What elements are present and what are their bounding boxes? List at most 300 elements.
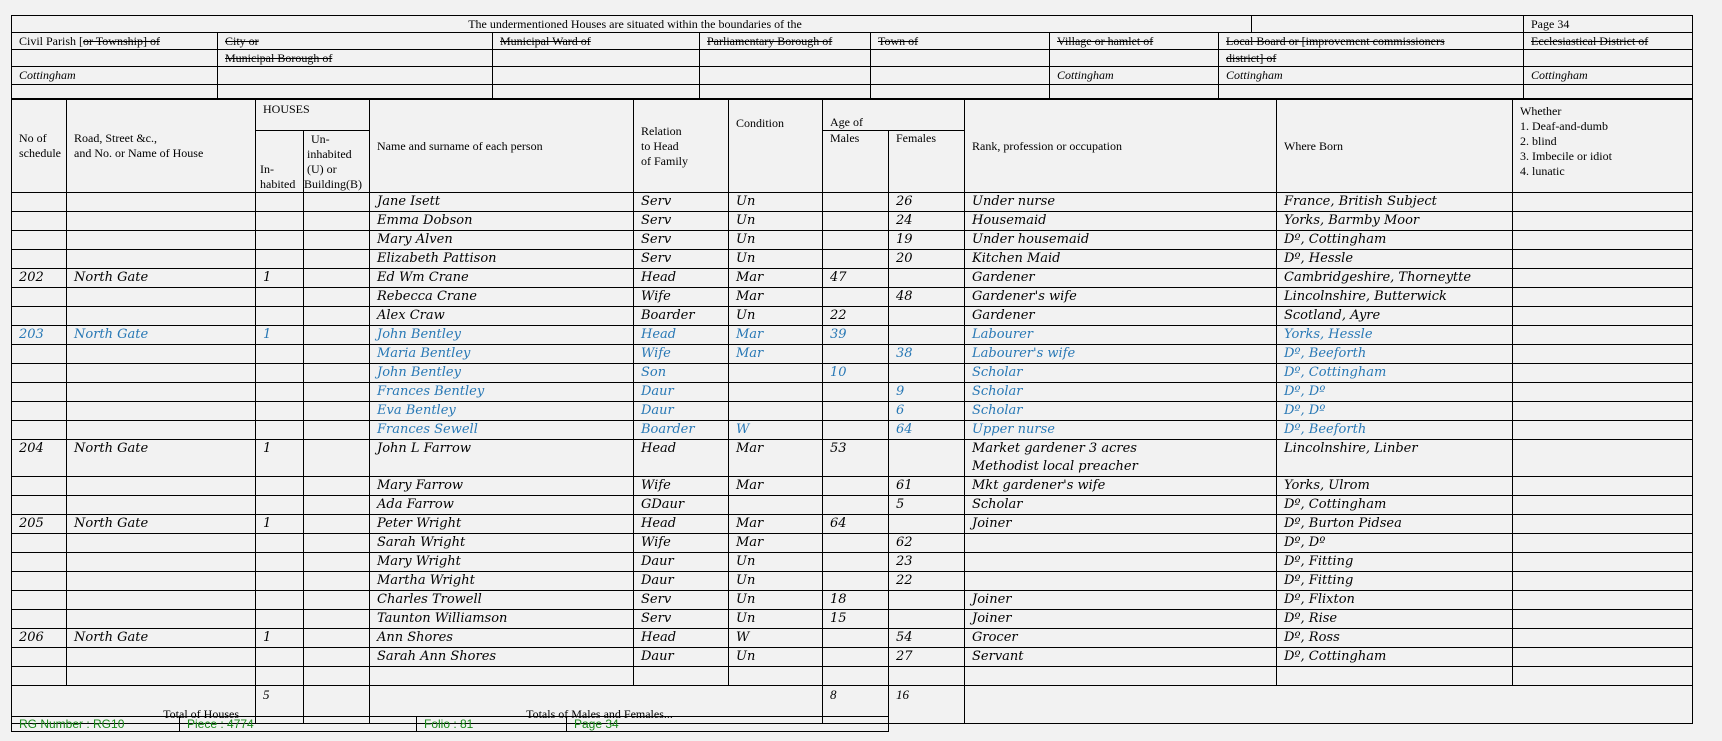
uninhabited-cell: [304, 250, 370, 269]
name-cell: Alex Craw: [370, 307, 634, 326]
where-born-cell: France, British Subject: [1277, 193, 1513, 212]
relation-cell: Serv: [634, 591, 729, 610]
table-row: [12, 269, 1693, 288]
relation-cell: Daur: [634, 383, 729, 402]
relation-cell: Serv: [634, 212, 729, 231]
condition-cell: Un: [729, 231, 823, 250]
whether-cell: [1513, 231, 1693, 250]
where-born-cell: Dº, Fitting: [1277, 553, 1513, 572]
table-row: [12, 231, 1693, 250]
where-born-cell: Lincolnshire, Linber: [1277, 440, 1513, 477]
occupation-cell: Labourer: [965, 326, 1277, 345]
condition-cell: Un: [729, 591, 823, 610]
civil-parish-value: Cottingham: [12, 67, 218, 85]
uninhabited-cell: [304, 193, 370, 212]
relation-cell: Boarder: [634, 421, 729, 440]
condition-cell: [729, 667, 823, 686]
road-cell: [67, 193, 256, 212]
occupation-cell: [965, 553, 1277, 572]
relation-cell: Daur: [634, 648, 729, 667]
uninhabited-cell: [304, 345, 370, 364]
uninhabited-cell: [304, 421, 370, 440]
table-row: [12, 667, 1693, 686]
occupation-cell: Under nurse: [965, 193, 1277, 212]
relation-cell: Wife: [634, 477, 729, 496]
whether-cell: [1513, 193, 1693, 212]
whether-cell: [1513, 496, 1693, 515]
whether-cell: [1513, 515, 1693, 534]
females-cell: [889, 364, 965, 383]
uninhabited-cell: [304, 477, 370, 496]
table-row: [12, 193, 1693, 212]
females-cell: 24: [889, 212, 965, 231]
whether-cell: [1513, 288, 1693, 307]
males-cell: [823, 345, 889, 364]
schedule-cell: [12, 648, 67, 667]
females-cell: 48: [889, 288, 965, 307]
females-cell: 22: [889, 572, 965, 591]
civil-parish-label: Civil Parish [or Township] of: [12, 33, 218, 50]
inhabited-cell: [256, 591, 304, 610]
where-born-cell: Dº, Cottingham: [1277, 648, 1513, 667]
schedule-cell: 203: [12, 326, 67, 345]
females-cell: 38: [889, 345, 965, 364]
uninhabited-cell: [304, 610, 370, 629]
condition-cell: W: [729, 629, 823, 648]
schedule-cell: [12, 477, 67, 496]
occupation-cell: Servant: [965, 648, 1277, 667]
table-row: [12, 345, 1693, 364]
inhabited-cell: [256, 307, 304, 326]
females-cell: [889, 515, 965, 534]
occupation-cell: Housemaid: [965, 212, 1277, 231]
males-cell: [823, 553, 889, 572]
males-cell: [823, 648, 889, 667]
name-cell: Martha Wright: [370, 572, 634, 591]
males-cell: [823, 212, 889, 231]
condition-cell: [729, 402, 823, 421]
inhabited-cell: [256, 477, 304, 496]
where-born-cell: Lincolnshire, Butterwick: [1277, 288, 1513, 307]
road-cell: [67, 383, 256, 402]
males-cell: [823, 496, 889, 515]
city-label-line2: Municipal Borough of: [218, 50, 493, 67]
inhabited-cell: 1: [256, 629, 304, 648]
reference-page: Page 34: [567, 717, 889, 732]
where-born-cell: Dº, Fitting: [1277, 572, 1513, 591]
table-row: [12, 421, 1693, 440]
females-cell: [889, 591, 965, 610]
whether-cell: [1513, 212, 1693, 231]
condition-cell: Un: [729, 553, 823, 572]
road-cell: [67, 648, 256, 667]
inhabited-cell: [256, 345, 304, 364]
females-cell: [889, 667, 965, 686]
name-cell: Ada Farrow: [370, 496, 634, 515]
whether-cell: [1513, 383, 1693, 402]
road-cell: [67, 572, 256, 591]
whether-cell: [1513, 534, 1693, 553]
table-row: [12, 496, 1693, 515]
inhabited-cell: [256, 496, 304, 515]
name-cell: Taunton Williamson: [370, 610, 634, 629]
name-cell: John Bentley: [370, 364, 634, 383]
table-row: [12, 629, 1693, 648]
road-cell: [67, 212, 256, 231]
schedule-cell: [12, 364, 67, 383]
col-where-born: Where Born: [1277, 100, 1513, 193]
relation-cell: Daur: [634, 402, 729, 421]
table-row: [12, 288, 1693, 307]
occupation-cell: Scholar: [965, 383, 1277, 402]
males-cell: [823, 421, 889, 440]
condition-cell: [729, 496, 823, 515]
where-born-cell: Dº, Dº: [1277, 383, 1513, 402]
schedule-cell: [12, 591, 67, 610]
local-board-label-line2: district] of: [1219, 50, 1524, 67]
schedule-cell: [12, 667, 67, 686]
schedule-cell: [12, 383, 67, 402]
schedule-cell: 206: [12, 629, 67, 648]
rg-number: RG Number : RG10: [12, 717, 180, 732]
schedule-cell: 204: [12, 440, 67, 477]
where-born-cell: Yorks, Ulrom: [1277, 477, 1513, 496]
females-cell: 20: [889, 250, 965, 269]
table-row: [12, 440, 1693, 477]
males-cell: [823, 231, 889, 250]
females-cell: [889, 269, 965, 288]
inhabited-cell: [256, 534, 304, 553]
page-label: Page 34: [1524, 16, 1693, 33]
uninhabited-cell: [304, 629, 370, 648]
males-cell: [823, 402, 889, 421]
males-cell: [823, 250, 889, 269]
road-cell: [67, 345, 256, 364]
table-row: [12, 648, 1693, 667]
table-row: [12, 572, 1693, 591]
inhabited-cell: 1: [256, 515, 304, 534]
occupation-cell: [965, 572, 1277, 591]
condition-cell: [729, 383, 823, 402]
uninhabited-cell: [304, 572, 370, 591]
road-cell: [67, 231, 256, 250]
occupation-cell: Joiner: [965, 515, 1277, 534]
condition-cell: W: [729, 421, 823, 440]
uninhabited-cell: [304, 364, 370, 383]
road-cell: [67, 534, 256, 553]
relation-cell: Daur: [634, 572, 729, 591]
uninhabited-cell: [304, 231, 370, 250]
col-uninhabited: Un- inhabited (U) or Building(B): [304, 131, 370, 193]
females-cell: [889, 440, 965, 477]
uninhabited-cell: [304, 288, 370, 307]
condition-cell: Un: [729, 212, 823, 231]
table-row: [12, 212, 1693, 231]
relation-cell: Wife: [634, 288, 729, 307]
uninhabited-cell: [304, 648, 370, 667]
name-cell: [370, 667, 634, 686]
males-cell: 39: [823, 326, 889, 345]
town-label: Town of: [871, 33, 1050, 50]
whether-cell: [1513, 402, 1693, 421]
totals-persons-label: Totals of Males and Females...: [370, 686, 823, 724]
schedule-cell: 202: [12, 269, 67, 288]
males-cell: [823, 667, 889, 686]
condition-cell: Mar: [729, 288, 823, 307]
condition-cell: [729, 364, 823, 383]
condition-cell: Mar: [729, 326, 823, 345]
name-cell: Frances Sewell: [370, 421, 634, 440]
road-cell: [67, 667, 256, 686]
municipal-ward-label: Municipal Ward of: [493, 33, 700, 50]
road-cell: North Gate: [67, 269, 256, 288]
name-cell: Mary Farrow: [370, 477, 634, 496]
relation-cell: Head: [634, 326, 729, 345]
inhabited-cell: [256, 193, 304, 212]
relation-cell: Head: [634, 629, 729, 648]
relation-cell: Serv: [634, 193, 729, 212]
table-row: [12, 250, 1693, 269]
inhabited-cell: [256, 572, 304, 591]
inhabited-cell: [256, 553, 304, 572]
uninhabited-cell: [304, 307, 370, 326]
col-age-of: Age of: [823, 100, 965, 131]
occupation-cell: Joiner: [965, 610, 1277, 629]
road-cell: [67, 307, 256, 326]
table-row: [12, 534, 1693, 553]
whether-cell: [1513, 477, 1693, 496]
occupation-cell: Market gardener 3 acres Methodist local preacher: [965, 440, 1277, 477]
condition-cell: Mar: [729, 269, 823, 288]
name-cell: John L Farrow: [370, 440, 634, 477]
condition-cell: Un: [729, 572, 823, 591]
schedule-cell: [12, 307, 67, 326]
whether-cell: [1513, 667, 1693, 686]
occupation-cell: Gardener: [965, 269, 1277, 288]
where-born-cell: Dº, Cottingham: [1277, 231, 1513, 250]
whether-cell: [1513, 269, 1693, 288]
whether-cell: [1513, 421, 1693, 440]
road-cell: North Gate: [67, 440, 256, 477]
table-row: [12, 515, 1693, 534]
schedule-cell: [12, 496, 67, 515]
females-cell: 27: [889, 648, 965, 667]
whether-cell: [1513, 345, 1693, 364]
relation-cell: [634, 667, 729, 686]
schedule-cell: [12, 345, 67, 364]
name-cell: Ann Shores: [370, 629, 634, 648]
occupation-cell: Mkt gardener's wife: [965, 477, 1277, 496]
name-cell: Peter Wright: [370, 515, 634, 534]
village-label: Village or hamlet of: [1050, 33, 1219, 50]
males-cell: [823, 193, 889, 212]
name-cell: John Bentley: [370, 326, 634, 345]
ecclesiastical-label: Ecclesiastical District of: [1524, 33, 1693, 50]
schedule-cell: [12, 250, 67, 269]
whether-cell: [1513, 364, 1693, 383]
males-cell: 22: [823, 307, 889, 326]
name-cell: Emma Dobson: [370, 212, 634, 231]
inhabited-cell: [256, 402, 304, 421]
males-cell: [823, 572, 889, 591]
inhabited-cell: [256, 288, 304, 307]
col-relation: Relation to Head of Family: [634, 100, 729, 193]
females-cell: 9: [889, 383, 965, 402]
col-condition: Condition: [729, 100, 823, 193]
schedule-cell: [12, 572, 67, 591]
where-born-cell: Dº, Dº: [1277, 402, 1513, 421]
relation-cell: Son: [634, 364, 729, 383]
inhabited-cell: [256, 610, 304, 629]
occupation-cell: Scholar: [965, 496, 1277, 515]
boundaries-header: [11, 15, 1693, 99]
col-males: Males: [823, 131, 889, 193]
total-males: 8: [823, 686, 889, 724]
local-board-label: Local Board or [improvement commissioners: [1219, 33, 1524, 50]
uninhabited-cell: [304, 269, 370, 288]
road-cell: North Gate: [67, 629, 256, 648]
road-cell: North Gate: [67, 515, 256, 534]
condition-cell: Un: [729, 193, 823, 212]
city-label: City or: [218, 33, 493, 50]
occupation-cell: Gardener's wife: [965, 288, 1277, 307]
condition-cell: Mar: [729, 534, 823, 553]
condition-cell: Un: [729, 610, 823, 629]
whether-cell: [1513, 572, 1693, 591]
table-row: [12, 477, 1693, 496]
name-cell: Elizabeth Pattison: [370, 250, 634, 269]
uninhabited-cell: [304, 383, 370, 402]
table-row: [12, 402, 1693, 421]
total-houses-label: Total of Houses: [12, 686, 256, 724]
census-table: [11, 99, 1693, 724]
condition-cell: Un: [729, 250, 823, 269]
inhabited-cell: [256, 421, 304, 440]
females-cell: 61: [889, 477, 965, 496]
occupation-cell: Grocer: [965, 629, 1277, 648]
uninhabited-cell: [304, 212, 370, 231]
males-cell: [823, 534, 889, 553]
where-born-cell: Dº, Rise: [1277, 610, 1513, 629]
females-cell: 62: [889, 534, 965, 553]
relation-cell: GDaur: [634, 496, 729, 515]
occupation-cell: [965, 534, 1277, 553]
inhabited-cell: [256, 212, 304, 231]
road-cell: [67, 421, 256, 440]
where-born-cell: Dº, Ross: [1277, 629, 1513, 648]
name-cell: Jane Isett: [370, 193, 634, 212]
occupation-cell: Scholar: [965, 402, 1277, 421]
road-cell: [67, 553, 256, 572]
where-born-cell: Dº, Dº: [1277, 534, 1513, 553]
road-cell: [67, 591, 256, 610]
table-row: [12, 307, 1693, 326]
situated-text: The undermentioned Houses are situated within the boundaries of the: [12, 16, 1252, 33]
relation-cell: Serv: [634, 610, 729, 629]
males-cell: [823, 477, 889, 496]
males-cell: [823, 629, 889, 648]
schedule-cell: [12, 402, 67, 421]
name-cell: Sarah Wright: [370, 534, 634, 553]
road-cell: [67, 402, 256, 421]
whether-cell: [1513, 591, 1693, 610]
whether-cell: [1513, 307, 1693, 326]
occupation-cell: Joiner: [965, 591, 1277, 610]
where-born-cell: Scotland, Ayre: [1277, 307, 1513, 326]
total-females: 16: [889, 686, 965, 724]
schedule-cell: [12, 193, 67, 212]
males-cell: 10: [823, 364, 889, 383]
whether-cell: [1513, 610, 1693, 629]
name-cell: Frances Bentley: [370, 383, 634, 402]
uninhabited-cell: [304, 515, 370, 534]
schedule-cell: [12, 553, 67, 572]
females-cell: 23: [889, 553, 965, 572]
table-row: [12, 591, 1693, 610]
name-cell: Rebecca Crane: [370, 288, 634, 307]
village-value: Cottingham: [1050, 67, 1219, 85]
census-rows: [12, 193, 1693, 686]
where-born-cell: Dº, Beeforth: [1277, 345, 1513, 364]
name-cell: Ed Wm Crane: [370, 269, 634, 288]
whether-cell: [1513, 250, 1693, 269]
males-cell: 64: [823, 515, 889, 534]
col-road: Road, Street &c., and No. or Name of House: [67, 100, 256, 193]
schedule-cell: [12, 534, 67, 553]
where-born-cell: Yorks, Barmby Moor: [1277, 212, 1513, 231]
relation-cell: Serv: [634, 250, 729, 269]
where-born-cell: Yorks, Hessle: [1277, 326, 1513, 345]
road-cell: [67, 610, 256, 629]
ecclesiastical-value: Cottingham: [1524, 67, 1693, 85]
road-cell: [67, 477, 256, 496]
whether-cell: [1513, 326, 1693, 345]
inhabited-cell: [256, 667, 304, 686]
females-cell: 19: [889, 231, 965, 250]
condition-cell: Mar: [729, 515, 823, 534]
col-name: Name and surname of each person: [370, 100, 634, 193]
males-cell: 15: [823, 610, 889, 629]
folio-number: Folio : 81: [417, 717, 567, 732]
females-cell: [889, 610, 965, 629]
col-whether: Whether 1. Deaf-and-dumb 2. blind 3. Imbecile or idiot 4. lunatic: [1513, 100, 1693, 193]
name-cell: Eva Bentley: [370, 402, 634, 421]
occupation-cell: Upper nurse: [965, 421, 1277, 440]
piece-number: Piece : 4774: [180, 717, 417, 732]
name-cell: Charles Trowell: [370, 591, 634, 610]
females-cell: 26: [889, 193, 965, 212]
females-cell: 64: [889, 421, 965, 440]
inhabited-cell: [256, 648, 304, 667]
schedule-cell: 205: [12, 515, 67, 534]
condition-cell: Un: [729, 307, 823, 326]
inhabited-cell: [256, 364, 304, 383]
where-born-cell: Dº, Beeforth: [1277, 421, 1513, 440]
males-cell: 53: [823, 440, 889, 477]
males-cell: [823, 383, 889, 402]
where-born-cell: Dº, Cottingham: [1277, 496, 1513, 515]
where-born-cell: Dº, Burton Pidsea: [1277, 515, 1513, 534]
relation-cell: Wife: [634, 534, 729, 553]
schedule-cell: [12, 288, 67, 307]
males-cell: 47: [823, 269, 889, 288]
total-inhabited: 5: [256, 686, 304, 724]
relation-cell: Head: [634, 515, 729, 534]
where-born-cell: [1277, 667, 1513, 686]
whether-cell: [1513, 629, 1693, 648]
inhabited-cell: 1: [256, 440, 304, 477]
uninhabited-cell: [304, 326, 370, 345]
